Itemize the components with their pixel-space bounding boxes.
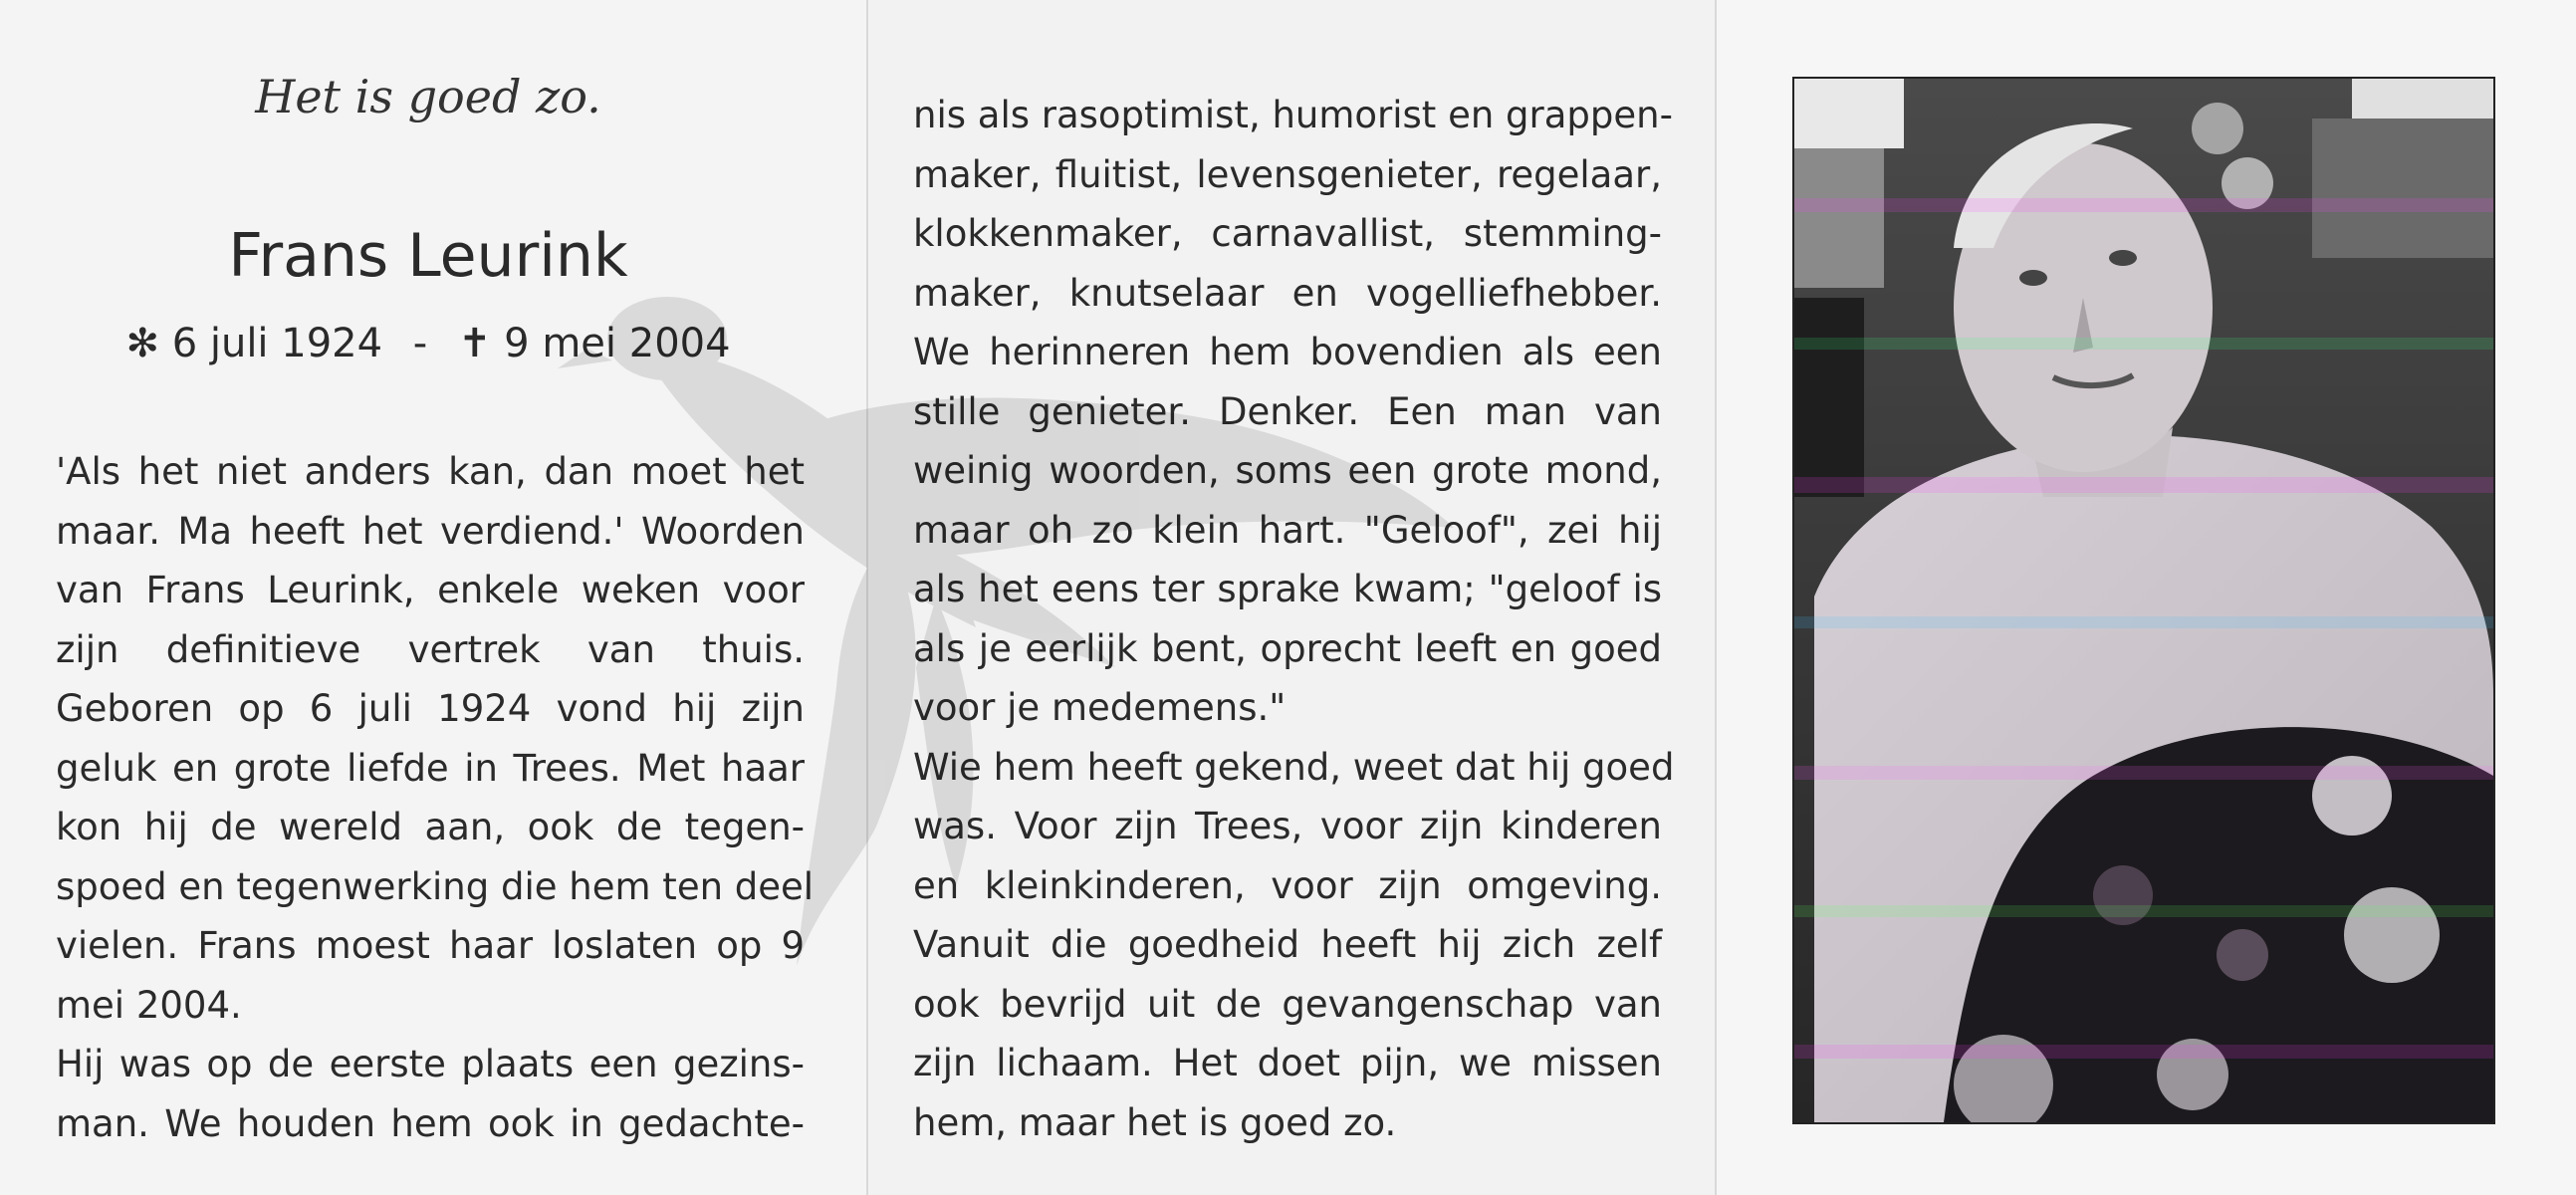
left-text-line: zijn definitieve vertrek van thuis. <box>56 627 805 671</box>
left-text-line: van Frans Leurink, enkele weken voor <box>56 569 805 611</box>
birth-star-icon: ✻ <box>125 321 159 366</box>
portrait-photo-icon <box>1794 79 2493 1122</box>
right-page <box>1717 0 2576 1195</box>
date-separator: - <box>412 321 428 366</box>
middle-text-line: maker, knutselaar en vogelliefhebber. <box>913 271 1662 315</box>
middle-text-line: klokkenmaker, carnavallist, stemming- <box>913 212 1662 255</box>
portrait-photo <box>1792 77 2495 1124</box>
birth-date: 6 juli 1924 <box>171 321 383 366</box>
left-text-line: man. We houden hem ook in gedachte- <box>56 1101 805 1145</box>
middle-text-line: Wie hem heeft gekend, weet dat hij goed <box>913 745 1675 789</box>
left-text-line: geluk en grote liefde in Trees. Met haar <box>56 746 805 790</box>
left-page <box>0 0 866 1195</box>
middle-text-line: was. Voor zijn Trees, voor zijn kinderen <box>913 805 1662 847</box>
left-text-line: Hij was op de eerste plaats een gezins- <box>56 1043 805 1085</box>
middle-text-line: We herinneren hem bovendien als een <box>913 331 1662 373</box>
middle-text-line: maker, fluitist, levensgenieter, regelaar, <box>913 152 1662 196</box>
middle-text-line: Vanuit die goedheid heeft hij zich zelf <box>913 923 1662 966</box>
death-date: 9 mei 2004 <box>504 321 731 366</box>
left-text-line: 'Als het niet anders kan, dan moet het <box>56 450 805 493</box>
left-text-line: vielen. Frans moest haar loslaten op 9 <box>56 924 805 967</box>
left-body-text <box>56 442 815 1153</box>
left-text-line: spoed en tegenwerking die hem ten deel <box>56 864 815 908</box>
middle-text-line: als het eens ter sprake kwam; "geloof is <box>913 568 1662 610</box>
middle-text-line: voor je medemens." <box>913 686 1287 729</box>
middle-text-line: hem, maar het is goed zo. <box>913 1100 1397 1144</box>
left-text-line: kon hij de wereld aan, ook de tegen- <box>56 806 805 848</box>
middle-text-line: zijn lichaam. Het doet pijn, we missen <box>913 1042 1662 1084</box>
middle-page <box>868 0 1715 1195</box>
middle-text-line: stille genieter. Denker. Een man van <box>913 389 1662 433</box>
middle-text-line: als je eerlijk bent, oprecht leeft en goed <box>913 626 1662 670</box>
middle-text-line: en kleinkinderen, voor zijn omgeving. <box>913 863 1662 907</box>
left-text-line: mei 2004. <box>56 983 242 1027</box>
middle-text-line: weinig woorden, soms een grote mond, <box>913 449 1662 492</box>
middle-text-line: maar oh zo klein hart. "Geloof", zei hij <box>913 508 1662 552</box>
middle-text-line: ook bevrijd uit de gevangenschap van <box>913 982 1662 1026</box>
death-cross-icon: ✝ <box>457 321 492 366</box>
life-dates <box>0 321 856 366</box>
middle-text-line: nis als rasoptimist, humorist en grappen- <box>913 94 1673 136</box>
middle-body-text <box>913 86 1675 1152</box>
left-text-line: maar. Ma heeft het verdiend.' Woorden <box>56 509 805 553</box>
left-text-line: Geboren op 6 juli 1924 vond hij zijn <box>56 687 805 730</box>
deceased-name: Frans Leurink <box>228 221 628 291</box>
motto: Het is goed zo. <box>255 70 601 123</box>
